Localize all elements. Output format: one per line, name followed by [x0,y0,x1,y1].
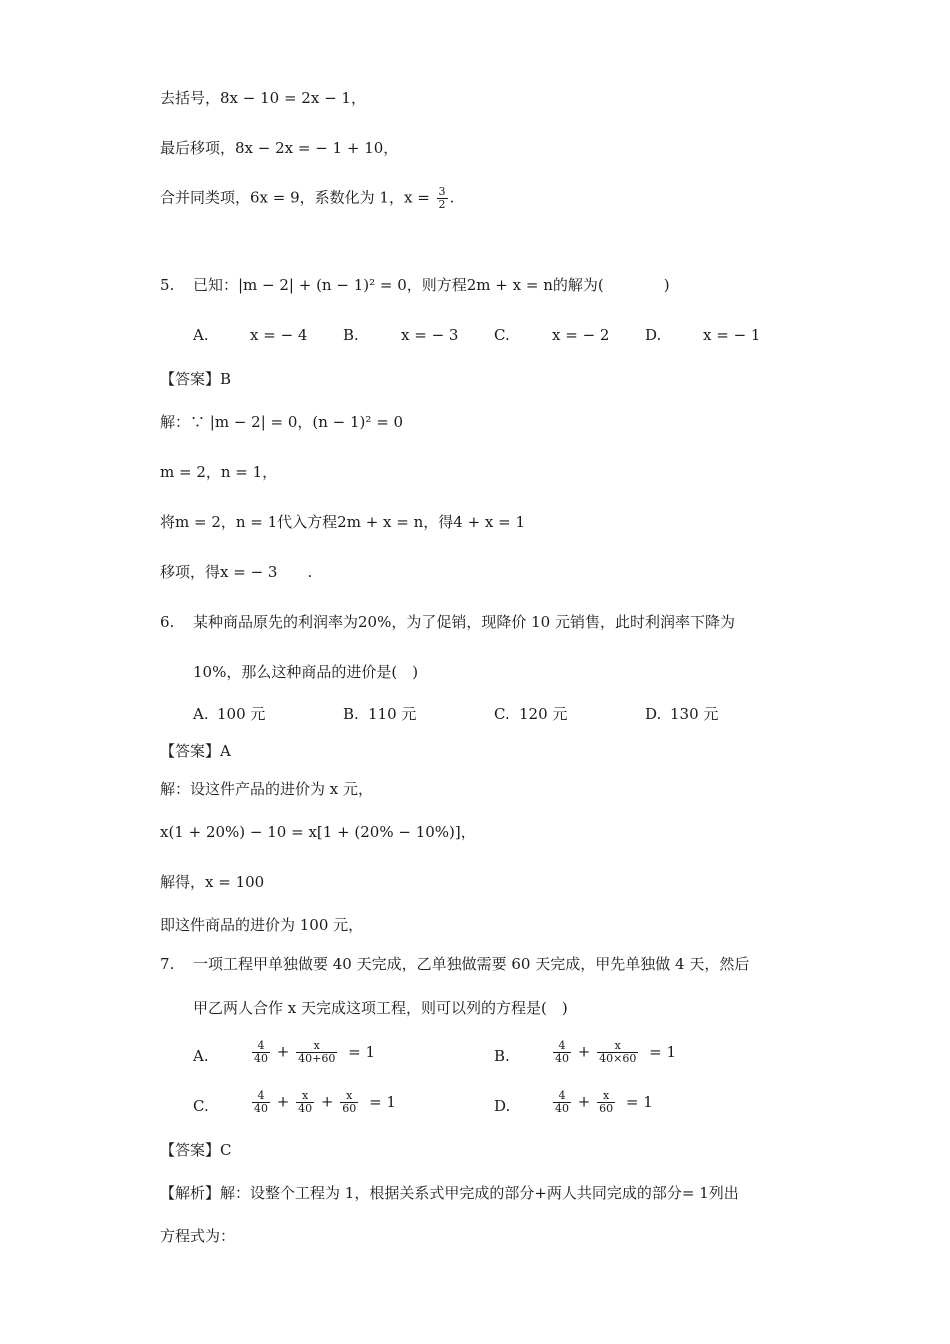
question-stem: 甲乙两人合作 x 天完成这项工程，则可以列的方程是( ) [193,999,568,1017]
option-letter[interactable]: B. [343,326,359,344]
option-letter[interactable]: A. [193,1047,209,1065]
option-letter[interactable]: B. [343,705,359,723]
question-stem: 已知：|m − 2| + (n − 1)² = 0，则方程2m + x = n的解为( ) [193,276,670,294]
option-text[interactable]: 100 元 [217,705,266,723]
solution-line: 移项，得x = − 3 . [160,563,313,581]
solution-line: m = 2，n = 1， [160,463,278,481]
option-letter[interactable]: D. [494,1097,511,1115]
solution-line: 方程式为： [160,1227,236,1245]
option-letter[interactable]: A. [193,705,209,723]
solution-line: 即这件商品的进价为 100 元， [160,916,364,934]
question-stem: 某种商品原先的利润率为20%，为了促销，现降价 10 元销售，此时利润率下降为 [193,613,735,631]
solution-line: x(1 + 20%) − 10 = x[1 + (20% − 10%)]， [160,823,476,841]
option-text[interactable]: x = − 3 [401,326,459,344]
option-letter[interactable]: D. [645,705,662,723]
question-number: 5. [160,276,175,294]
option-text[interactable]: x = − 4 [250,326,308,344]
solution-line: 解：∵ |m − 2| = 0，(n − 1)² = 0 [160,413,404,431]
option-letter[interactable]: C. [494,705,510,723]
option-text[interactable]: 130 元 [670,705,719,723]
solution-line: 【解析】解：设整个工程为 1，根据关系式甲完成的部分+两人共同完成的部分= 1列出 [160,1184,739,1202]
solution-line: 去括号，8x − 10 = 2x − 1， [160,89,366,107]
option-letter[interactable]: C. [193,1097,209,1115]
question-stem: 一项工程甲单独做要 40 天完成，乙单独做需要 60 天完成，甲先单独做 4 天，然后 [193,955,750,973]
option-text[interactable]: 110 元 [368,705,417,723]
question-stem: 10%，那么这种商品的进价是( ) [193,663,419,681]
option-text[interactable]: x = − 2 [552,326,610,344]
option-letter[interactable]: B. [494,1047,510,1065]
option-letter[interactable]: A. [193,326,209,344]
option-letter[interactable]: D. [645,326,662,344]
option-letter[interactable]: C. [494,326,510,344]
answer-label: 【答案】C [160,1141,232,1159]
question-number: 7. [160,955,175,973]
option-text[interactable]: 120 元 [519,705,568,723]
option-formula[interactable]: $\frac{4}{40}$ + $\frac{x}{40+60}$ = 1 [254,1039,376,1065]
solution-line: 最后移项，8x − 2x = − 1 + 10， [160,139,399,157]
solution-line: 解：设这件产品的进价为 x 元， [160,780,373,798]
solution-line: 合并同类项，6x = 9，系数化为 1，x = $\frac{3}{2}$ . [160,185,455,211]
option-formula[interactable]: $\frac{4}{40}$ + $\frac{x}{40\times 60}$ = 1 [555,1039,677,1065]
solution-text: 合并同类项，6x = 9，系数化为 1，x = [160,188,435,207]
option-formula[interactable]: $\frac{4}{40}$ + $\frac{x}{40}$ + $\frac{x}{60}$ = 1 [254,1089,396,1115]
option-formula[interactable]: $\frac{4}{40}$ + $\frac{x}{60}$ = 1 [555,1089,653,1115]
fraction: $\frac{3}{2}$ [438,185,446,211]
option-text[interactable]: x = − 1 [703,326,761,344]
answer-label: 【答案】A [160,742,231,760]
answer-label: 【答案】B [160,370,232,388]
solution-line: 将m = 2，n = 1代入方程2m + x = n，得4 + x = 1 [160,513,526,531]
solution-line: 解得，x = 100 [160,873,265,891]
question-number: 6. [160,613,175,631]
